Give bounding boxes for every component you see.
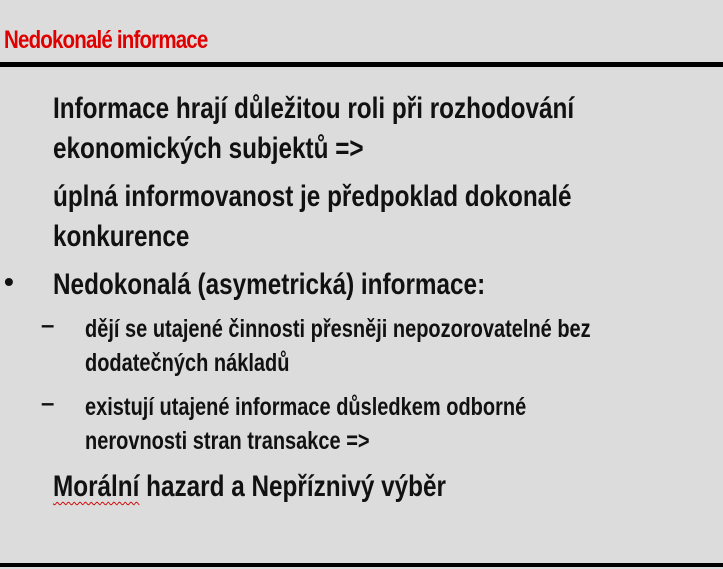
conclusion-line [53,467,446,507]
dash-marker-2: – [41,390,55,417]
title-divider [0,62,723,67]
sub-bullet-1-line-2: dodatečných nákladů [85,349,290,377]
paragraph-1-line-2: ekonomických subjektů => [53,132,364,165]
bullet-marker: • [4,266,14,297]
paragraph-2-line-1: úplná informovanost je předpoklad dokonalé [53,180,572,213]
dash-marker-1: – [41,312,55,339]
bullet-text: Nedokonalá (asymetrická) informace: [53,268,486,301]
sub-bullet-2-line-2: nerovnosti stran transakce => [85,427,370,455]
slide-title: Nedokonalé informace [4,26,208,54]
conclusion-word-morální: Morální [53,470,140,503]
sub-bullet-2-line-1: existují utajené informace důsledkem odborné [85,393,527,421]
sub-bullet-1-line-1: dějí se utajené činnosti přesněji nepozorovatelné bez [85,315,591,343]
bottom-divider [0,563,723,567]
paragraph-1-line-1: Informace hrají důležitou roli při rozhodování [53,92,575,125]
conclusion-rest: hazard a Nepříznivý výběr [139,470,446,503]
paragraph-2-line-2: konkurence [53,220,190,253]
